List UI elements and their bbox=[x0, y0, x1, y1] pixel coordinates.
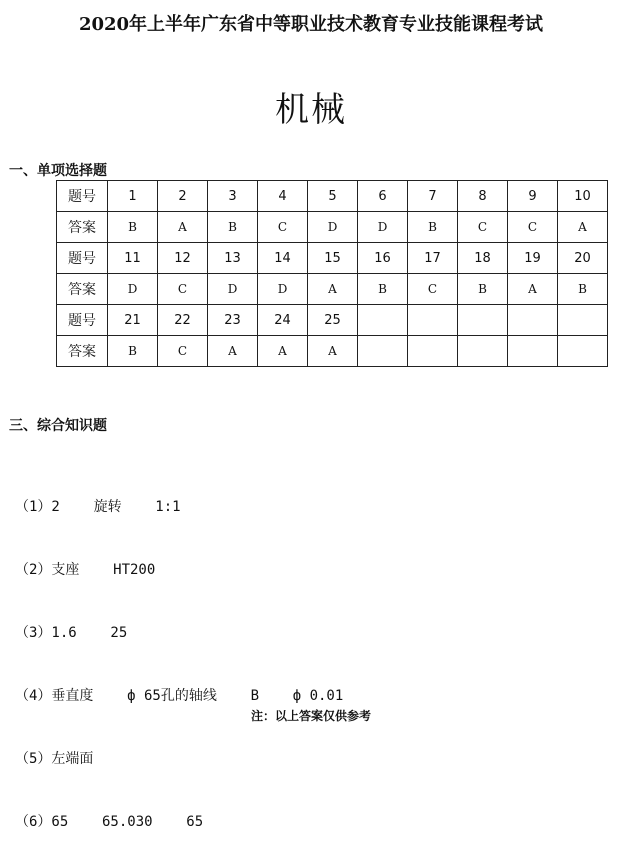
question-number-cell: 23 bbox=[208, 305, 258, 336]
answer-item: （6）65 65.030 65 bbox=[15, 814, 204, 830]
question-number-row bbox=[57, 243, 608, 274]
answer-label: 答案 bbox=[57, 212, 108, 243]
answer-cell: C bbox=[158, 274, 208, 305]
question-number-cell: 14 bbox=[258, 243, 308, 274]
question-number-cell bbox=[508, 305, 558, 336]
answer-cell: A bbox=[508, 274, 558, 305]
question-number-cell bbox=[408, 305, 458, 336]
answer-cell: D bbox=[208, 274, 258, 305]
question-number-cell: 20 bbox=[558, 243, 608, 274]
answer-cell: B bbox=[108, 336, 158, 367]
question-number-row bbox=[57, 305, 608, 336]
answer-cell: B bbox=[458, 274, 508, 305]
question-number-cell: 24 bbox=[258, 305, 308, 336]
question-number-cell: 8 bbox=[458, 181, 508, 212]
question-number-cell: 16 bbox=[358, 243, 408, 274]
answer-cell: A bbox=[208, 336, 258, 367]
answer-cell bbox=[408, 336, 458, 367]
question-number-cell: 5 bbox=[308, 181, 358, 212]
answer-label: 答案 bbox=[57, 336, 108, 367]
question-number-row bbox=[57, 181, 608, 212]
question-number-cell: 10 bbox=[558, 181, 608, 212]
answer-cell: D bbox=[258, 274, 308, 305]
answer-row bbox=[57, 274, 608, 305]
answer-table bbox=[56, 180, 608, 367]
question-number-cell: 4 bbox=[258, 181, 308, 212]
answer-cell bbox=[358, 336, 408, 367]
answer-cell: B bbox=[108, 212, 158, 243]
answer-cell: D bbox=[308, 212, 358, 243]
answer-row bbox=[57, 212, 608, 243]
answer-cell: D bbox=[358, 212, 408, 243]
question-number-cell: 7 bbox=[408, 181, 458, 212]
answer-cell: C bbox=[508, 212, 558, 243]
answer-cell: C bbox=[458, 212, 508, 243]
answer-cell: A bbox=[308, 336, 358, 367]
question-number-cell bbox=[558, 305, 608, 336]
answer-cell: A bbox=[258, 336, 308, 367]
answer-cell: C bbox=[258, 212, 308, 243]
answer-cell: B bbox=[558, 274, 608, 305]
answer-item: （5）左端面 bbox=[15, 751, 94, 767]
question-number-cell: 22 bbox=[158, 305, 208, 336]
answer-cell: B bbox=[408, 212, 458, 243]
question-number-cell: 21 bbox=[108, 305, 158, 336]
question-number-cell: 3 bbox=[208, 181, 258, 212]
answer-cell bbox=[558, 336, 608, 367]
question-label: 题号 bbox=[57, 243, 108, 274]
section-heading-choice: 一、单项选择题 bbox=[9, 163, 107, 179]
question-number-cell: 1 bbox=[108, 181, 158, 212]
answer-cell: A bbox=[308, 274, 358, 305]
answer-cell: B bbox=[358, 274, 408, 305]
answer-cell: D bbox=[108, 274, 158, 305]
question-number-cell bbox=[358, 305, 408, 336]
answer-item: （2）支座 HT200 bbox=[15, 562, 156, 578]
question-number-cell: 15 bbox=[308, 243, 358, 274]
question-number-cell: 13 bbox=[208, 243, 258, 274]
question-number-cell: 12 bbox=[158, 243, 208, 274]
answer-cell: C bbox=[158, 336, 208, 367]
answer-cell: A bbox=[158, 212, 208, 243]
subject-title: 机械 bbox=[275, 90, 347, 130]
question-label: 题号 bbox=[57, 181, 108, 212]
question-number-cell: 25 bbox=[308, 305, 358, 336]
question-number-cell: 6 bbox=[358, 181, 408, 212]
answer-cell bbox=[458, 336, 508, 367]
footer-note: 注：以上答案仅供参考 bbox=[250, 709, 371, 723]
answer-cell: C bbox=[408, 274, 458, 305]
answer-cell: B bbox=[208, 212, 258, 243]
answer-item: （3）1.6 25 bbox=[15, 625, 128, 641]
question-number-cell: 19 bbox=[508, 243, 558, 274]
answer-row bbox=[57, 336, 608, 367]
question-number-cell: 2 bbox=[158, 181, 208, 212]
answer-label: 答案 bbox=[57, 274, 108, 305]
comprehensive-answers bbox=[15, 455, 343, 854]
answer-item: （1）2 旋转 1:1 bbox=[15, 499, 181, 515]
answer-item: （4）垂直度 ф 65孔的轴线 B ф 0.01 bbox=[15, 688, 344, 704]
exam-title: 2020年上半年广东省中等职业技术教育专业技能课程考试 bbox=[78, 14, 544, 35]
question-number-cell: 18 bbox=[458, 243, 508, 274]
question-number-cell: 11 bbox=[108, 243, 158, 274]
section-heading-comprehensive: 三、综合知识题 bbox=[9, 418, 107, 434]
answer-cell bbox=[508, 336, 558, 367]
question-number-cell bbox=[458, 305, 508, 336]
answer-cell: A bbox=[558, 212, 608, 243]
question-number-cell: 17 bbox=[408, 243, 458, 274]
question-number-cell: 9 bbox=[508, 181, 558, 212]
question-label: 题号 bbox=[57, 305, 108, 336]
